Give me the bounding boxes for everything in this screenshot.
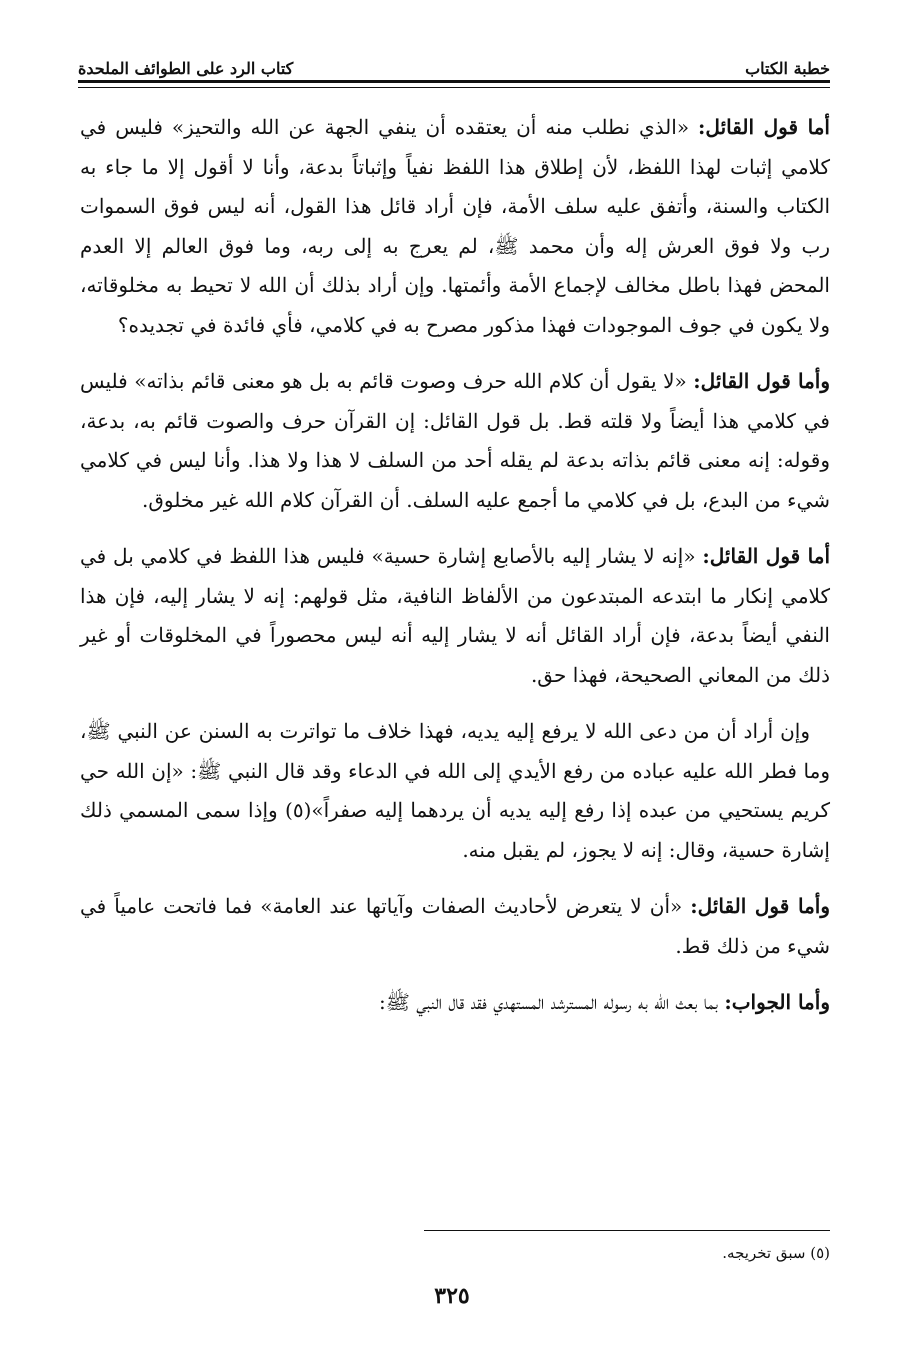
paragraph-lead: وأما قول القائل: [690,894,831,918]
running-header [78,44,830,78]
paragraph-lead: أما قول القائل: [702,544,831,568]
paragraph-text: «الذي نطلب منه أن يعتقده أن ينفي الجهة عن الله والتحيز» فليس في كلامي إثبات لهذا اللفظ، لأن إطلاق هذا اللفظ نفياً وإثباتاً بدعة، وأنا لا أقول إلا ما جاء به الكتاب والسنة، وأتفق عليه سلف الأمة، فإن أراد قائل هذا القول، أنه ليس فوق السموات رب ولا فوق العرش إله وأن محمد ﷺ، لم يعرج به إلى ربه، وما فوق العالم إلا العدم المحض فهذا باطل مخالف لإجماع الأمة وأئمتها. وإن أراد بذلك أن الله لا تحيط به مخلوقاته، ولا يكون في جوف الموجودات فهذا مذكور مصرح به في كلامي، فأي فائدة في تجديده؟ [80,115,830,337]
paragraph-text: «لا يقول أن كلام الله حرف وصوت قائم به بل هو معنى قائم بذاته» فليس في كلامي هذا أيضاً ولا قلته قط. بل قول القائل: إن القرآن حرف والصوت قائم به، بدعة، وقوله: إنه معنى قائم بذاته بدعة لم يقله أحد من السلف لا هذا ولا هذا. وأنا ليس في كلامي شيء من البدع، بل في كلامي ما أجمع عليه السلف. أن القرآن كلام الله غير مخلوق. [80,369,830,512]
paragraph-lead: وأما قول القائل: [693,369,831,393]
paragraph [80,362,830,520]
paragraph-text: «إنه لا يشار إليه بالأصابع إشارة حسية» فليس هذا اللفظ في كلامي بل في كلامي إنكار ما ابتدعه المبتدعون من الألفاظ النافية، مثل قولهم: إنه لا يشار إليه، فإن هذا النفي أيضاً بدعة، فإن أراد القائل أنه لا يشار إليه أنه ليس محصوراً في المخلوقات أو غير ذلك من المعاني الصحيحة، فهذا حق. [80,544,830,687]
header-rule-thick [78,80,830,83]
paragraph [80,712,830,870]
footnote: (٥) سبق تخريجه. [722,1244,830,1262]
header-rule-thin [78,87,830,88]
paragraph [80,983,830,1023]
main-text [80,108,830,1040]
header-section-title: خطبة الكتاب [745,59,830,78]
paragraph-lead: أما قول القائل: [698,115,830,139]
paragraph-lead: وأما الجواب: [724,990,830,1014]
footnote-rule [424,1230,830,1231]
paragraph [80,537,830,695]
paragraph [80,108,830,345]
paragraph [80,887,830,966]
paragraph-text: «أن لا يتعرض لأحاديث الصفات وآياتها عند العامة» فما فاتحت عامياً في شيء من ذلك قط. [80,894,830,958]
header-book-title: كتاب الرد على الطوائف الملحدة [78,59,294,78]
page-number: ٣٢٥ [434,1283,470,1309]
paragraph-text: بما بعث الله به رسوله المسترشد المستهدي فقد قال النبي ﷺ: [378,990,725,1014]
paragraph-text: وإن أراد أن من دعى الله لا يرفع إليه يديه، فهذا خلاف ما تواترت به السنن عن النبي ﷺ، وما فطر الله عليه عباده من رفع الأيدي إلى الله في الدعاء وقد قال النبي ﷺ: «إن الله حي كريم يستحيي من عبده إذا رفع إليه يديه أن يردهما إليه صفراً»(٥) وإذا سمى المسمي ذلك إشارة حسية، وقال: إنه لا يجوز، لم يقبل منه. [80,719,831,862]
